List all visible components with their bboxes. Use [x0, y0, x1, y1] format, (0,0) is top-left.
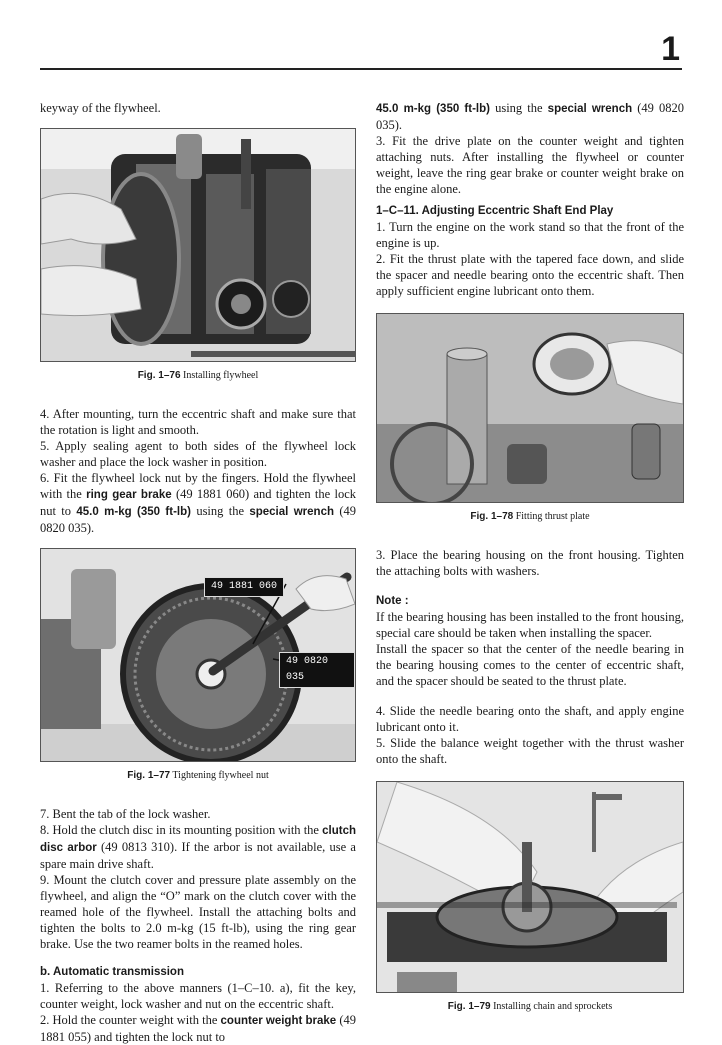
chapter-number: 1 — [661, 30, 680, 68]
clutch-disc-arbor-term: clutch disc arbor — [40, 825, 356, 854]
fig-76-photo — [40, 128, 356, 362]
fig-76-caption — [40, 368, 356, 384]
auto-step-3: 3. Fit the drive plate on the counter weight and tighten attaching nuts. After installing the flywheel or counter weight, leave the ring gear brake or counter weight brake on the engine alone. — [376, 134, 684, 196]
heading-adjusting-end-play: 1–C–11. Adjusting Eccentric Shaft End Play — [376, 205, 614, 217]
fig-79-label: Fig. 1–79 — [447, 1001, 491, 1012]
note-text-2: Install the spacer so that the center of the needle bearing in the bearing housing comes to the center of eccentric shaft, and the spacer should be seated to the thrust plate. — [376, 642, 684, 688]
fig-79-photo — [376, 781, 684, 993]
chain-sprockets-illustration — [377, 782, 683, 992]
tag-special-wrench: 49 0820 035 — [279, 652, 355, 688]
auto-step-2: 2. Hold the counter weight with the counter weight brake (49 1881 055) and tighten the lock nut to — [40, 1013, 356, 1044]
fig-78-photo — [376, 313, 684, 503]
thrust-plate-illustration — [377, 314, 683, 502]
adj-step-4: 4. Slide the needle bearing onto the shaft, and apply engine lubricant onto it. — [376, 704, 684, 734]
left-column — [40, 100, 356, 1045]
counter-weight-brake-term: counter weight brake — [220, 1015, 337, 1027]
header-rule — [40, 68, 682, 70]
special-wrench-term-2: special wrench — [547, 103, 633, 115]
note-label: Note : — [376, 595, 409, 607]
fig-76-label: Fig. 1–76 — [137, 370, 181, 381]
heading-automatic-transmission: b. Automatic transmission — [40, 966, 184, 978]
step-6: 6. Fit the flywheel lock nut by the fingers. Hold the flywheel with the ring gear brake (49 1881 060) and tighten the lock nut to 45.0 m-kg (350 ft-lb) using the special wrench (49 0820 035). — [40, 471, 357, 535]
step-9: 9. Mount the clutch cover and pressure plate assembly on the flywheel, and align the “O” mark on the clutch cover with the reamed hole of the flywheel. Install the attaching bolts and tighten the bolts to 2.0 m-kg (15 ft-lb), using the ring gear brake. Use the two reamer bolts in the reamed holes. — [40, 873, 356, 951]
flywheel-install-illustration — [41, 129, 355, 361]
auto-step-1: 1. Referring to the above manners (1–C–10. a), fit the key, counter weight, lock washer and nut on the eccentric shaft. — [40, 981, 356, 1011]
fig-76-text: Installing flywheel — [183, 370, 259, 381]
fig-78-caption — [376, 509, 684, 525]
adj-step-1: 1. Turn the engine on the work stand so that the front of the engine is up. — [376, 220, 684, 250]
adj-step-2: 2. Fit the thrust plate with the tapered face down, and slide the spacer and needle bearing onto the eccentric shaft. Then apply sufficient engine lubricant onto them. — [376, 252, 684, 298]
intro-text: keyway of the flywheel. — [40, 101, 161, 115]
fig-78-label: Fig. 1–78 — [470, 511, 514, 522]
fig-77-text: Tightening flywheel nut — [172, 770, 269, 781]
adj-step-5: 5. Slide the balance weight together with the thrust washer onto the shaft. — [376, 736, 684, 766]
special-wrench-term: special wrench — [249, 506, 335, 518]
fig-77-photo — [40, 548, 356, 762]
torque-value: 45.0 m-kg (350 ft-lb) — [76, 506, 191, 518]
adj-step-3: 3. Place the bearing housing on the front housing. Tighten the attaching bolts with washers. — [376, 548, 684, 578]
fig-79-caption — [376, 999, 684, 1015]
step-8: 8. Hold the clutch disc in its mounting position with the clutch disc arbor (49 0813 310). If the arbor is not available, use a spare main drive shaft. — [40, 823, 356, 871]
note-text-1: If the bearing housing has been installed to the front housing, special care should be taken when installing the spacer. — [376, 610, 684, 640]
step-5: 5. Apply sealing agent to both sides of the flywheel lock washer and place the lock washer in position. — [40, 439, 356, 469]
step-4: 4. After mounting, turn the eccentric shaft and make sure that the rotation is light and smooth. — [40, 407, 356, 437]
ring-gear-brake-term: ring gear brake — [86, 489, 172, 501]
fig-79-text: Installing chain and sprockets — [493, 1001, 613, 1012]
right-column — [376, 100, 684, 1015]
fig-77-label: Fig. 1–77 — [127, 770, 171, 781]
step-7: 7. Bent the tab of the lock washer. — [40, 807, 211, 821]
auto-step-2-continued: 45.0 m-kg (350 ft-lb) using the special wrench (49 0820 035). — [376, 101, 685, 132]
fig-78-text: Fitting thrust plate — [515, 511, 590, 522]
fig-77-caption — [40, 768, 356, 784]
tag-ring-gear-brake: 49 1881 060 — [204, 577, 284, 597]
